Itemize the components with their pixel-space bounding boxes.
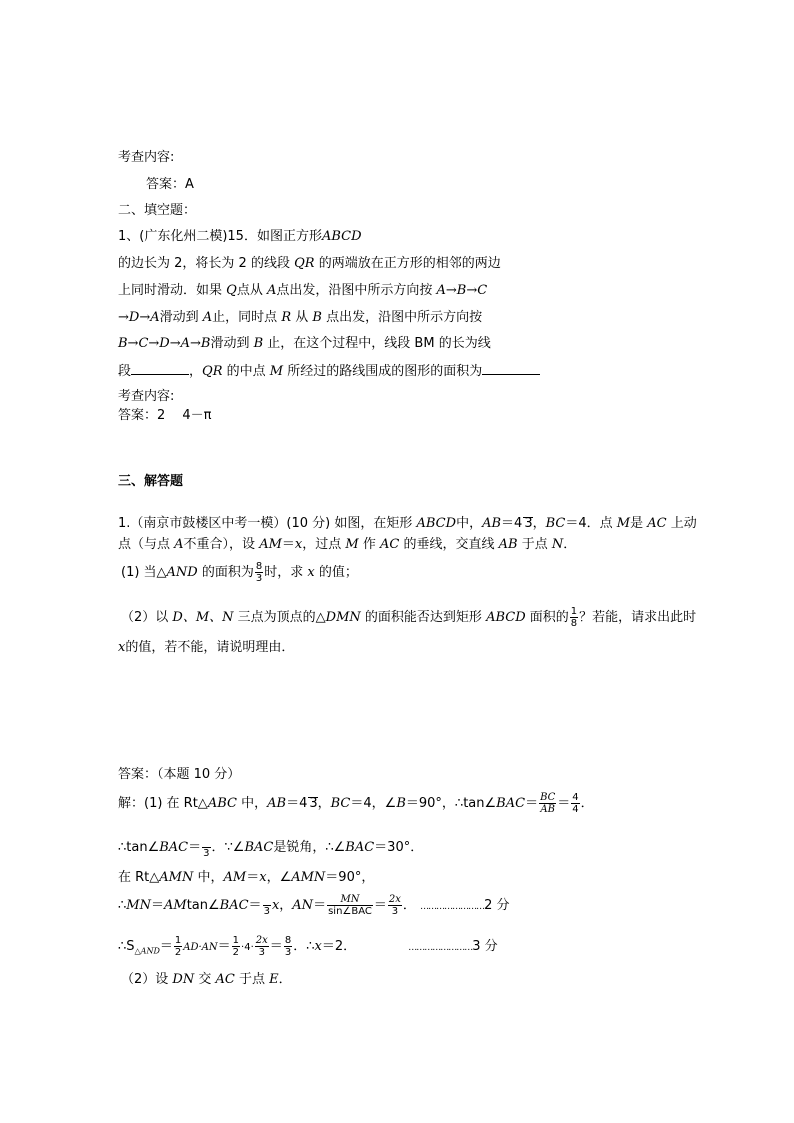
text: 面积的 (529, 610, 569, 625)
var: AM (259, 537, 282, 552)
fraction (571, 792, 579, 815)
text: 时，求 (264, 565, 304, 580)
var: ABCD (486, 610, 526, 625)
text: ＝ (313, 898, 327, 913)
text: ＝ (246, 870, 260, 885)
section-heading-fill: 二、填空题： (118, 203, 197, 218)
text: 的两端放在正方形的相邻的两边 (318, 256, 501, 271)
text: 是 (630, 516, 644, 531)
fraction-denominator: 3 (258, 947, 265, 958)
text: 从 (295, 310, 309, 325)
var: B (396, 796, 406, 811)
var: Q (226, 283, 237, 298)
fill-question-line-3 (118, 283, 487, 299)
text: 点出发，沿图中所示方向按 (276, 283, 433, 298)
text: ＝4 (501, 516, 523, 531)
fraction-numerator: 1 (232, 935, 240, 946)
var: BAC (345, 840, 375, 855)
text: tan∠ (186, 898, 220, 913)
fill-question-line-1 (118, 229, 362, 245)
solution-line-5 (118, 932, 498, 967)
var: AMN (159, 870, 194, 885)
sqrt-radicand: 3 (309, 796, 318, 811)
fraction (202, 836, 210, 859)
text: （2）以 (121, 610, 169, 625)
var: AC (215, 972, 235, 987)
fraction-denominator: sin∠BAC (328, 906, 372, 917)
fraction-denominator: 3 (255, 573, 263, 584)
var: x (118, 640, 126, 655)
var: x (314, 939, 322, 954)
fraction (570, 606, 578, 629)
text: 点出发，沿图中所示方向按 (326, 310, 483, 325)
subquestion-2-cont (118, 640, 294, 656)
sqrt (308, 797, 317, 810)
problem-line-2 (118, 537, 576, 553)
text: ＝4．点 (565, 516, 613, 531)
path: A→B→C (436, 283, 488, 298)
var: AB (498, 537, 518, 552)
text: 1、(广东化州二模)15．如图正方形 (118, 229, 322, 244)
fraction-numerator: 1 (570, 606, 578, 617)
path: B→C→D→A→B (118, 336, 211, 351)
var: AN (292, 898, 314, 913)
var: ABCD (321, 229, 362, 244)
leader-dots: …………………… (420, 902, 485, 912)
kaocha-label-2: 考查内容: (118, 389, 175, 404)
fill-question-line-5 (118, 336, 491, 352)
text: 解：(1) 在 Rt△ (118, 796, 208, 811)
text: ＝4 (286, 796, 308, 811)
var: B (253, 336, 264, 351)
var: AMN (291, 870, 326, 885)
text: ．∵∠ (211, 840, 245, 855)
text: ＝ (248, 898, 262, 913)
var: N (551, 537, 564, 552)
var: BAC (219, 898, 249, 913)
text: 上动 (670, 516, 697, 531)
var: AB (482, 516, 502, 531)
text: 点（与点 (118, 537, 171, 552)
text: ， (279, 898, 293, 913)
kaocha-label-1: 考查内容: (118, 150, 175, 165)
score: 2 分 (484, 898, 510, 913)
text: ． (580, 796, 594, 811)
text: 作 (362, 537, 376, 552)
text: ＝ (557, 796, 571, 811)
var: BAC (496, 796, 526, 811)
text: 的面积为 (201, 565, 254, 580)
var: MN (126, 898, 151, 913)
text: ＝4，∠ (350, 796, 397, 811)
text: 不重合），设 (183, 537, 256, 552)
solution-line-4 (118, 891, 509, 922)
var: ABC (207, 796, 237, 811)
var: B (312, 310, 322, 325)
text: ． (402, 898, 416, 913)
text: 中， (456, 516, 483, 531)
var: AM (163, 898, 187, 913)
text: ∴tan∠ (118, 840, 160, 855)
fraction-numerator (263, 894, 271, 906)
var: BAC (244, 840, 274, 855)
text: ∴S (118, 939, 135, 954)
var: BC (330, 796, 351, 811)
fraction-denominator: AB (540, 804, 555, 815)
fraction-numerator: 4 (572, 792, 579, 803)
fraction-denominator: 3 (284, 947, 292, 958)
text: ，过点 (302, 537, 342, 552)
text: ， (532, 516, 546, 531)
var: AC (380, 537, 400, 552)
text: ·4· (241, 942, 254, 953)
text: （2）设 (121, 972, 169, 987)
fraction (284, 935, 292, 958)
section-heading-solve: 三、解答题 (118, 474, 184, 489)
text: 点从 (236, 283, 263, 298)
text: 中， (197, 870, 224, 885)
fraction-numerator: 2x (255, 935, 268, 946)
var: M (269, 364, 284, 379)
solution-line-2 (118, 836, 423, 860)
var: x (294, 537, 303, 552)
fraction-numerator: BC (540, 792, 556, 803)
text: 止，在这个过程中，线段 BM 的长为线 (267, 336, 491, 351)
var: D、M、N (172, 610, 234, 625)
fill-question-line-2 (118, 256, 501, 272)
var: QR (294, 256, 315, 271)
var: QR (202, 364, 223, 379)
text: 的边长为 2，将长为 2 的线段 (118, 256, 290, 271)
text: ∴ (118, 898, 127, 913)
text: ＝ (525, 796, 539, 811)
text: 在 Rt△ (118, 870, 160, 885)
var: A (202, 310, 213, 325)
var: AND (166, 565, 198, 580)
text: ＝90°， (325, 870, 375, 885)
fill-question-line-6: 段 ，QR 的中点 M 所经过的路线围成的图形的面积为 (118, 362, 540, 380)
var: M (616, 516, 631, 531)
fill-question-line-4 (118, 310, 482, 326)
fraction (327, 894, 373, 917)
text: ＝ (150, 898, 164, 913)
text: 三点为顶点的△ (237, 610, 326, 625)
sqrt (523, 517, 532, 530)
text: 滑动到 (210, 336, 250, 351)
text: ． (278, 972, 292, 987)
solution-line-3 (118, 870, 374, 886)
text: 是锐角，∴∠ (273, 840, 346, 855)
text: 的值； (318, 565, 358, 580)
answer-blank[interactable] (131, 362, 189, 375)
fraction-numerator: MN (327, 894, 373, 906)
text: 的值，若不能，请说明理由． (125, 640, 295, 655)
score: 3 分 (472, 939, 498, 954)
text: 于点 (521, 537, 548, 552)
text: ， (317, 796, 331, 811)
subquestion-2 (121, 605, 696, 631)
text: ，∠ (266, 870, 292, 885)
fraction (388, 894, 402, 917)
text: (1) 当△ (121, 565, 167, 580)
text: ． (563, 537, 577, 552)
text: 所经过的路线围成的图形的面积为 (287, 364, 483, 379)
text: 的中点 (226, 364, 266, 379)
fraction (263, 894, 271, 917)
fraction-numerator: 2x (388, 894, 401, 905)
text: ＝ (159, 939, 173, 954)
leader-dots: …………………… (408, 943, 473, 953)
fraction-numerator (202, 836, 210, 848)
subquestion-1 (121, 560, 358, 586)
text: ＝ (217, 939, 231, 954)
answer-blank[interactable] (482, 362, 540, 375)
problem-line-1 (118, 516, 697, 532)
text: 交 (198, 972, 212, 987)
var: AC (647, 516, 667, 531)
text: ＝90°，∴tan∠ (405, 796, 497, 811)
fraction (232, 935, 240, 958)
text: ＝ (281, 537, 295, 552)
solution-line-1 (118, 790, 594, 818)
var: BC (545, 516, 566, 531)
text: 1.（南京市鼓楼区中考一模）(10 分) 如图，在矩形 (118, 516, 413, 531)
fraction-denominator: 8 (570, 618, 578, 629)
text: 于点 (239, 972, 266, 987)
fraction-numerator: 8 (255, 561, 263, 572)
var: DMN (325, 610, 361, 625)
answer-2: 答案：2 4－π (118, 408, 212, 423)
var: M (345, 537, 359, 552)
text: 的垂线，交直线 (403, 537, 495, 552)
var: AD·AN (183, 942, 218, 953)
var: AB (267, 796, 287, 811)
var: ABCD (416, 516, 457, 531)
text: 止，同时点 (212, 310, 278, 325)
text: 上同时滑动．如果 (118, 283, 223, 298)
text: ＝30°． (374, 840, 424, 855)
var: AM (223, 870, 247, 885)
text: ＝ (188, 840, 202, 855)
var: x (259, 870, 267, 885)
text: 滑动到 (159, 310, 199, 325)
fraction (174, 935, 182, 958)
solution-line-6 (121, 972, 292, 988)
text: 的面积能否达到矩形 (364, 610, 482, 625)
var: x (307, 565, 315, 580)
text: 中， (241, 796, 268, 811)
fraction-denominator: 3 (203, 848, 210, 859)
var: BAC (159, 840, 189, 855)
fraction-numerator: 1 (174, 935, 182, 946)
solution-answer-label: 答案：（本题 10 分） (118, 767, 241, 782)
fraction (255, 935, 269, 958)
var: A (174, 537, 184, 552)
fraction-denominator: 2 (232, 947, 240, 958)
text: ．∴ (293, 939, 315, 954)
fraction (539, 792, 556, 815)
fraction-denominator: 2 (174, 947, 182, 958)
var: R (281, 310, 292, 325)
text: ＝2． (321, 939, 357, 954)
text: 段 (118, 364, 132, 379)
text: ＝ (373, 898, 387, 913)
subscript: △AND (134, 946, 160, 956)
sqrt-radicand: 3 (524, 516, 533, 531)
fraction-denominator: 3 (263, 906, 270, 917)
answer-1: 答案：A (146, 177, 194, 192)
var: A (266, 283, 277, 298)
fraction-numerator: 8 (284, 935, 292, 946)
text: ＝ (269, 939, 283, 954)
var: E (269, 972, 279, 987)
fraction (255, 561, 263, 584)
var: x (271, 898, 280, 913)
fraction-denominator: 4 (572, 804, 579, 815)
var: DN (172, 972, 195, 987)
text: ？若能，请求出此时 (579, 610, 697, 625)
path: →D→A (118, 310, 160, 325)
fraction-denominator: 3 (391, 906, 399, 917)
